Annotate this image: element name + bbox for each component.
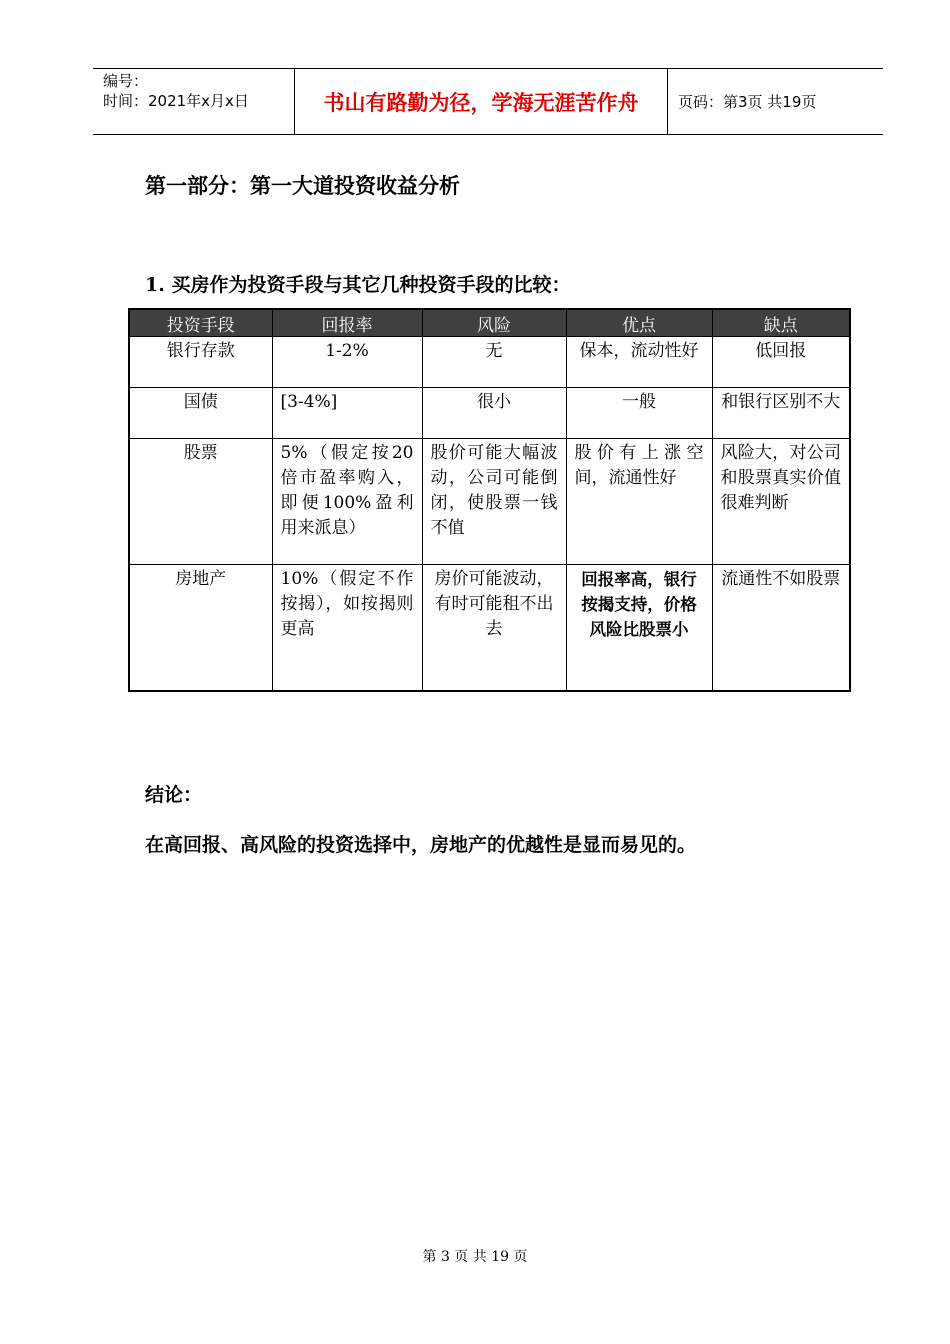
table-row <box>129 337 850 388</box>
column-header: 风险 <box>422 309 566 337</box>
table-cell: 银行存款 <box>129 337 272 388</box>
table-cell: 一般 <box>566 388 712 439</box>
table-cell: 和银行区别不大 <box>712 388 850 439</box>
table-cell: 5%（假定按20倍市盈率购入，即便100%盈利用来派息） <box>272 439 422 565</box>
table-header-row <box>129 309 850 337</box>
header-motto: 书山有路勤为径，学海无涯苦作舟 <box>295 69 668 134</box>
table-cell: [3-4%] <box>272 388 422 439</box>
section-title: 第一部分：第一大道投资收益分析 <box>145 174 460 198</box>
table-cell: 股价有上涨空间，流通性好 <box>566 439 712 565</box>
table-cell: 低回报 <box>712 337 850 388</box>
comparison-table <box>128 308 851 692</box>
subsection-number: 1. <box>145 274 165 296</box>
table-cell: 股价可能大幅波动，公司可能倒闭，使股票一钱不值 <box>422 439 566 565</box>
table-cell: 10%（假定不作按揭），如按揭则更高 <box>272 565 422 692</box>
table-cell: 房价可能波动，有时可能租不出去 <box>422 565 566 692</box>
table-row <box>129 565 850 692</box>
table-cell: 流通性不如股票 <box>712 565 850 692</box>
column-header: 优点 <box>566 309 712 337</box>
table-cell: 房地产 <box>129 565 272 692</box>
header-meta <box>93 69 295 134</box>
table-row <box>129 439 850 565</box>
conclusion-text: 在高回报、高风险的投资选择中，房地产的优越性是显而易见的。 <box>145 834 697 856</box>
page-header <box>93 68 883 135</box>
subsection-heading <box>145 270 570 297</box>
table-cell: 很小 <box>422 388 566 439</box>
column-header: 回报率 <box>272 309 422 337</box>
table-cell: 无 <box>422 337 566 388</box>
column-header: 投资手段 <box>129 309 272 337</box>
doc-number-label: 编号： <box>103 72 149 90</box>
table-cell: 股票 <box>129 439 272 565</box>
table-cell: 国债 <box>129 388 272 439</box>
subsection-title: 买房作为投资手段与其它几种投资手段的比较： <box>171 274 571 296</box>
column-header: 缺点 <box>712 309 850 337</box>
table-cell: 保本，流动性好 <box>566 337 712 388</box>
header-page-info: 页码：第3页 共19页 <box>678 93 817 111</box>
table-cell: 风险大，对公司和股票真实价值很难判断 <box>712 439 850 565</box>
conclusion-label: 结论： <box>145 784 203 806</box>
table-cell: 1-2% <box>272 337 422 388</box>
table-cell: 回报率高，银行按揭支持，价格风险比股票小 <box>566 565 712 692</box>
doc-time: 时间：2021年x月x日 <box>103 92 249 110</box>
table-row <box>129 388 850 439</box>
page-footer: 第 3 页 共 19 页 <box>422 1249 528 1265</box>
